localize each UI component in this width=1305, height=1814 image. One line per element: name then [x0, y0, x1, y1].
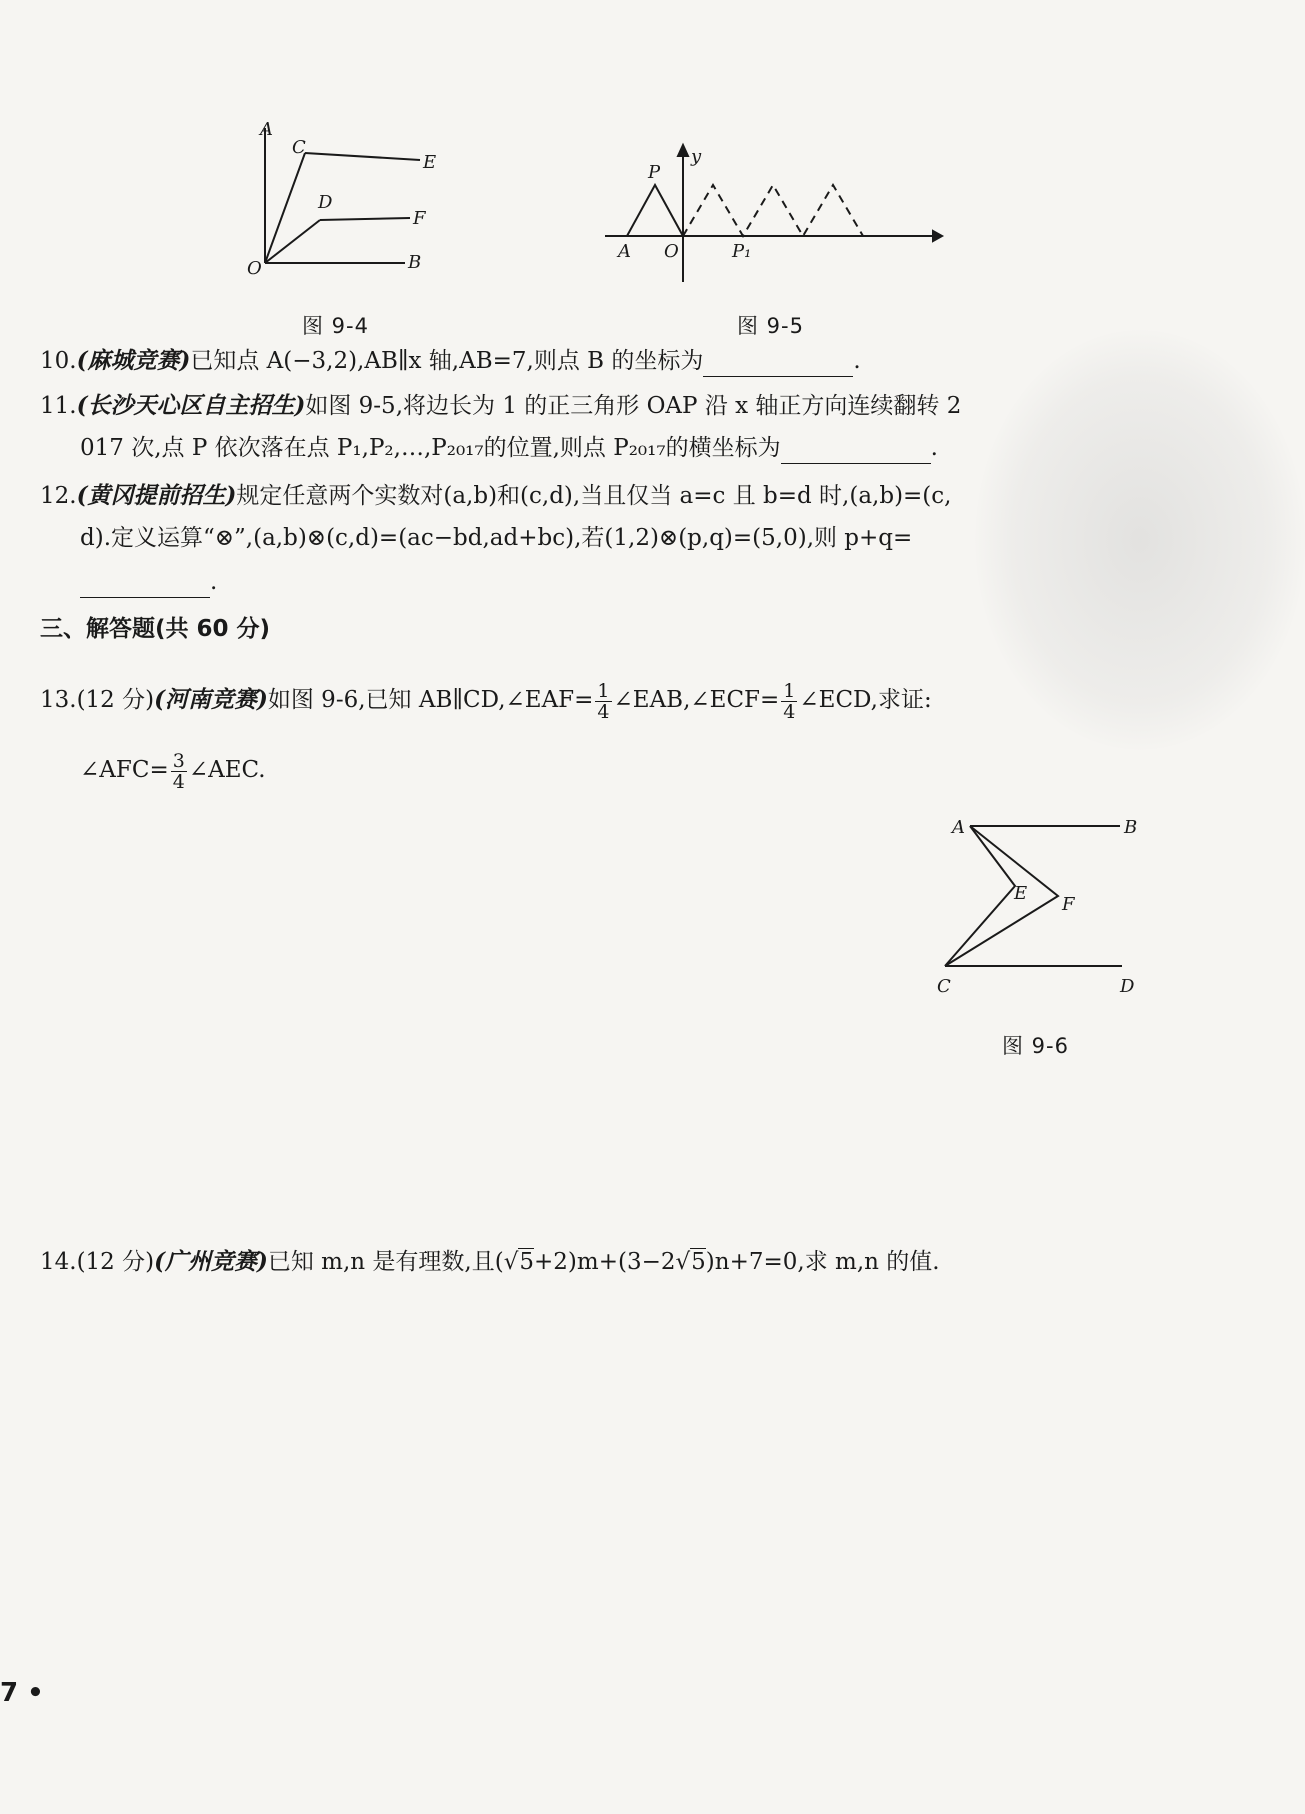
fig94-label-a: A	[260, 119, 273, 140]
sqrt-symbol: √	[675, 1249, 691, 1275]
question-13-source: (河南竞赛)	[154, 686, 268, 713]
fig94-label-e: E	[423, 152, 437, 173]
question-13-score: (12 分)	[76, 687, 155, 713]
question-10-number: 10.	[40, 348, 77, 374]
question-14-score: (12 分)	[76, 1249, 155, 1275]
question-10	[40, 345, 861, 377]
question-11-answer-blank[interactable]	[781, 437, 931, 464]
question-12-number: 12.	[40, 483, 77, 509]
fraction-numerator: 3	[172, 749, 185, 772]
question-14-text-b: +2)m+(3−2	[534, 1249, 676, 1275]
question-13-fraction-2	[781, 681, 797, 722]
question-10-source: (麻城竞赛)	[76, 347, 191, 374]
question-13-text-a: 如图 9-6,已知 AB∥CD,∠EAF=	[267, 687, 594, 713]
question-12-line-1	[40, 480, 951, 512]
question-10-answer-blank[interactable]	[703, 350, 853, 377]
fraction-denominator: 4	[172, 770, 185, 793]
background-stamp-watermark	[975, 330, 1305, 750]
figure-9-6	[937, 810, 1160, 1004]
question-13-text-b: ∠EAB,∠ECF=	[613, 687, 780, 713]
fig96-label-f: F	[1062, 894, 1075, 915]
question-14-source: (广州竞赛)	[154, 1248, 268, 1275]
fig94-label-d: D	[318, 192, 333, 213]
fraction-denominator: 4	[597, 700, 610, 723]
figure-9-4-diagram	[230, 118, 460, 288]
question-14-text-c: )n+7=0,求 m,n 的值.	[705, 1249, 940, 1275]
fig96-label-c: C	[937, 976, 951, 997]
fig94-label-b: B	[408, 252, 422, 273]
question-13-fraction-3	[171, 751, 187, 792]
fig94-label-f: F	[413, 208, 426, 229]
question-11-source: (长沙天心区自主招生)	[76, 392, 306, 419]
question-11-number: 11.	[40, 393, 77, 419]
question-12-line-3	[80, 566, 217, 598]
figure-9-4	[230, 118, 460, 292]
fig95-label-p1: P₁	[732, 241, 752, 262]
question-13-fraction-1	[595, 681, 611, 722]
figure-9-4-caption: 图 9-4	[302, 314, 369, 338]
question-13-line-2	[80, 748, 266, 792]
question-12-end: .	[210, 569, 218, 595]
fig96-label-e: E	[1014, 883, 1028, 904]
question-12-answer-blank[interactable]	[80, 571, 210, 598]
fraction-denominator: 4	[783, 700, 796, 723]
sqrt-radicand-1: 5	[519, 1249, 535, 1275]
fig96-label-b: B	[1124, 817, 1138, 838]
question-10-text: 已知点 A(−3,2),AB∥x 轴,AB=7,则点 B 的坐标为	[190, 348, 704, 374]
question-12-source: (黄冈提前招生)	[76, 482, 237, 509]
question-11-end: .	[930, 435, 938, 461]
page-number: 7 •	[0, 1678, 44, 1708]
question-11-line-2	[80, 432, 938, 464]
figure-9-5	[600, 140, 950, 294]
figure-9-5-caption: 图 9-5	[737, 314, 804, 338]
question-14	[40, 1246, 940, 1278]
sqrt-symbol: √	[503, 1249, 519, 1275]
fig95-label-y: y	[691, 146, 702, 167]
question-14-text-a: 已知 m,n 是有理数,且(	[267, 1249, 504, 1275]
question-12-line-2	[80, 522, 912, 554]
fig96-label-a: A	[952, 817, 965, 838]
fraction-numerator: 1	[783, 679, 796, 702]
question-13-line2-a: ∠AFC=	[80, 757, 169, 783]
question-12-text-2: d).定义运算“⊗”,(a,b)⊗(c,d)=(ac−bd,ad+bc),若(1,2)⊗(p,q)=(5,0),则 p+q=	[80, 525, 913, 551]
sqrt-radicand-2: 5	[691, 1249, 706, 1275]
question-12-text-1: 规定任意两个实数对(a,b)和(c,d),当且仅当 a=c 且 b=d 时,(a,b)=(c,	[236, 483, 952, 509]
question-13-line2-b: ∠AEC.	[188, 757, 266, 783]
question-13-line-1	[40, 678, 932, 722]
question-14-number: 14.	[40, 1249, 77, 1275]
question-11-line-1	[40, 390, 961, 422]
fig95-label-p: P	[648, 162, 661, 183]
fig95-label-o: O	[664, 241, 679, 262]
figure-9-6-diagram	[937, 810, 1160, 1000]
fig94-label-o: O	[247, 258, 262, 279]
question-10-end: .	[853, 348, 861, 374]
fig94-label-c: C	[292, 137, 306, 158]
fraction-numerator: 1	[597, 679, 610, 702]
figure-9-5-diagram	[600, 140, 950, 290]
figure-9-6-caption: 图 9-6	[1002, 1034, 1069, 1058]
question-13-text-c: ∠ECD,求证:	[799, 687, 932, 713]
fig96-label-d: D	[1120, 976, 1135, 997]
fig95-label-a: A	[618, 241, 631, 262]
section-heading-solutions: 三、解答题(共 60 分)	[40, 616, 271, 642]
question-11-text-1: 如图 9-5,将边长为 1 的正三角形 OAP 沿 x 轴正方向连续翻转 2	[305, 393, 962, 419]
question-11-text-2: 017 次,点 P 依次落在点 P₁,P₂,…,P₂₀₁₇的位置,则点 P₂₀₁₇的横坐标为	[80, 435, 781, 461]
question-13-number: 13.	[40, 687, 77, 713]
